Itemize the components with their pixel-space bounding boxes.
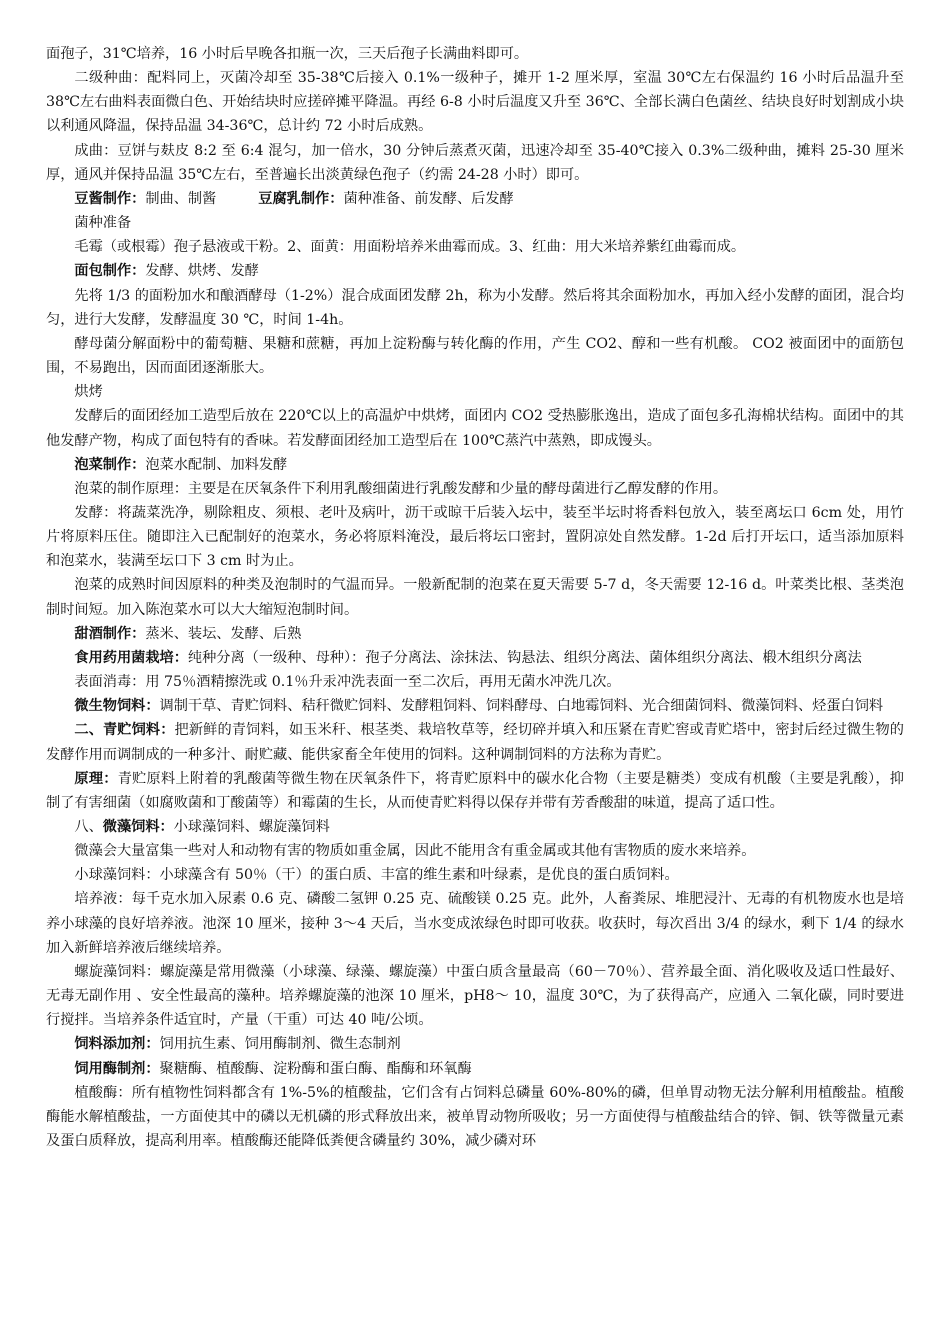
heading-text: 把新鲜的青饲料，如玉米秆、根茎类、栽培牧草等，经切碎并填入和压紧在青贮窖或青贮塔中，密封后经过微生物的发酵作用而调制成的一种多汁、耐贮藏、能供家畜全年使用的饲料。这种调制饲料的方法称为青贮。 <box>46 722 904 763</box>
paragraph-heading <box>46 622 904 646</box>
paragraph: 发酵：将蔬菜洗净，剔除粗皮、须根、老叶及病叶，沥干或晾干后装入坛中，装至半坛时将香料包放入，装至离坛口 6cm 处，用竹片将原料压住。随即注入已配制好的泡菜水，务必将原料淹没，最后将坛口密封，置阴凉处自然发酵。1-2d 后打开坛口，适当添加原料和泡菜水，装满至坛口下 3 cm 时为止。 <box>46 504 904 570</box>
heading-text: 蒸米、装坛、发酵、后熟 <box>145 625 302 642</box>
heading-text: 青贮原料上附着的乳酸菌等微生物在厌氧条件下，将青贮原料中的碳水化合物（主要是糖类）变成有机酸（主要是乳酸），抑制了有害细菌（如腐败菌和丁酸菌等）和霉菌的生长，从而使青贮料得以保存并带有芳香酸甜的味道，提高了适口性。 <box>46 770 904 811</box>
paragraph-heading <box>46 815 904 839</box>
heading-text: 菌种准备、前发酵、后发酵 <box>343 190 514 207</box>
heading-label: 豆腐乳制作： <box>258 190 344 207</box>
paragraph: 面孢子，31℃培养，16 小时后早晚各扣瓶一次，三天后孢子长满曲料即可。 <box>46 46 529 62</box>
paragraph-heading <box>46 718 904 766</box>
paragraph-heading <box>46 1032 904 1056</box>
heading-label: 二、青贮饲料： <box>74 722 175 739</box>
paragraph-heading <box>46 1057 904 1081</box>
paragraph: 培养液：每千克水加入尿素 0.6 克、磷酸二氢钾 0.25 克、硫酸镁 0.25 克。此外，人畜粪尿、堆肥浸汁、无毒的有机物废水也是培养小球藻的良好培养液。池深 10 厘米，接种 3～4 天后，当水变成浓绿色时即可收获。收获时，每次舀出 3/4 的绿水，剩下 1/4 的绿水加入新鲜培养液后继续培养。 <box>46 891 904 956</box>
heading-text: 泡菜水配制、加料发酵 <box>145 456 288 473</box>
heading-text: 纯种分离（一级种、母种）：孢子分离法、涂抹法、钩悬法、组织分离法、菌体组织分离法、椴木组织分离法 <box>187 649 862 666</box>
paragraph: 表面消毒：用 75％酒精擦洗或 0.1％升汞冲洗表面一至二次后，再用无菌水冲洗几次。 <box>74 674 621 691</box>
paragraph-heading <box>46 646 904 670</box>
heading-label: 甜酒制作： <box>74 625 146 642</box>
paragraph: 酵母菌分解面粉中的葡萄糖、果糖和蔗糖，再加上淀粉酶与转化酶的作用，产生 CO2、醇和一些有机酸。 CO2 被面团中的面筋包围，不易跑出，因而面团逐渐胀大。 <box>46 335 904 377</box>
heading-label: 豆酱制作： <box>74 190 146 207</box>
paragraph-heading <box>46 767 904 815</box>
heading-label: 饲用酶制剂： <box>74 1060 160 1077</box>
paragraph: 发酵后的面团经加工造型后放在 220℃以上的高温炉中烘烤，面团内 CO2 受热膨胀逸出，造成了面包多孔海棉状结构。面团中的其他发酵产物，构成了面包特有的香味。若发酵面团经加工造型后在 100℃蒸汽中蒸熟，即成馒头。 <box>46 408 904 449</box>
heading-text: 制曲、制酱 <box>145 190 217 207</box>
heading-text: 聚糖酶、植酸酶、淀粉酶和蛋白酶、酯酶和环氧酶 <box>159 1060 472 1077</box>
paragraph: 小球藻饲料：小球藻含有 50％（干）的蛋白质、丰富的维生素和叶绿素，是优良的蛋白质饲料。 <box>74 867 679 884</box>
paragraph: 螺旋藻饲料：螺旋藻是常用微藻（小球藻、绿藻、螺旋藻）中蛋白质含量最高（60－70％）、营养最全面、消化吸收及适口性最好、无毒无副作用 、安全性最高的藻种。培养螺旋藻的池深 10 厘米，pH8～ 10，温度 30℃，为了获得高产，应通入 二氧化碳，同时要进行搅拌。当培养条件适宜时，产量（干重）可达 40 吨/公顷。 <box>46 963 904 1029</box>
paragraph-heading <box>46 259 904 283</box>
paragraph: 毛霉（或根霉）孢子悬液或干粉。2、面黄：用面粉培养米曲霉而成。3、红曲：用大米培养紫红曲霉而成。 <box>74 239 746 256</box>
paragraph: 成曲：豆饼与麸皮 8:2 至 6:4 混匀，加一倍水，30 分钟后蒸煮灭菌，迅速冷却至 35-40℃接入 0.3%二级种曲，摊料 25-30 厘米厚，通风并保持品温 35℃左右，至普遍长出淡黄绿色孢子（约需 24-28 小时）即可。 <box>46 142 904 183</box>
heading-label: 原理： <box>74 770 118 787</box>
paragraph: 泡菜的制作原理：主要是在厌氧条件下利用乳酸细菌进行乳酸发酵和少量的酵母菌进行乙醇发酵的作用。 <box>74 480 728 497</box>
heading-label: 微生物饲料： <box>74 698 160 715</box>
heading-prefix: 八、 <box>74 819 103 835</box>
paragraph: 植酸酶：所有植物性饲料都含有 1%-5%的植酸盐，它们含有占饲料总磷量 60%-80%的磷，但单胃动物无法分解利用植酸盐。植酸酶能水解植酸盐，一方面使其中的磷以无机磷的形式释放出来，被单胃动物所吸收；另一方面使得与植酸盐结合的锌、铜、铁等微量元素及蛋白质释放，提高利用率。植酸酶还能降低粪便含磷量约 30%，减少磷对环 <box>46 1084 904 1150</box>
heading-text: 饲用抗生素、饲用酶制剂、微生态制剂 <box>159 1036 401 1053</box>
paragraph: 微藻会大量富集一些对人和动物有害的物质如重金属，因此不能用含有重金属或其他有害物质的废水来培养。 <box>74 843 756 860</box>
paragraph: 烘烤 <box>74 384 103 401</box>
heading-label: 饲料添加剂： <box>74 1036 160 1053</box>
heading-text: 小球藻饲料、螺旋藻饲料 <box>173 819 330 835</box>
heading-label: 面包制作： <box>74 263 146 280</box>
paragraph: 先将 1/3 的面粉加水和酿酒酵母（1-2%）混合成面团发酵 2h，称为小发酵。然后将其余面粉加水，再加入经小发酵的面团，混合均匀，进行大发酵，发酵温度 30 ℃，时间 1-4h。 <box>46 287 904 328</box>
paragraph-heading <box>46 453 904 477</box>
paragraph-heading <box>46 187 904 211</box>
paragraph: 泡菜的成熟时间因原料的种类及泡制时的气温而异。一般新配制的泡菜在夏天需要 5-7 d，冬天需要 12-16 d。叶菜类比根、茎类泡制时间短。加入陈泡菜水可以大大缩短泡制时间。 <box>46 577 904 618</box>
heading-label: 泡菜制作： <box>74 456 146 473</box>
paragraph-heading <box>46 694 904 718</box>
heading-label: 食用药用菌栽培： <box>74 649 188 666</box>
paragraph: 二级种曲：配料同上，灭菌冷却至 35-38℃后接入 0.1%一级种子，摊开 1-2 厘米厚，室温 30℃左右保温约 16 小时后品温升至 38℃左右曲料表面微白色、开始结块时应搓碎摊平降温。再经 6-8 小时后温度又升至 36℃、全部长满白色菌丝、结块良好时划割成小块以利通风降温，保持品温 34-36℃，总计约 72 小时后成熟。 <box>46 70 904 135</box>
heading-label: 微藻饲料： <box>102 819 174 835</box>
heading-text: 发酵、烘烤、发酵 <box>145 263 259 280</box>
paragraph: 菌种准备 <box>74 215 132 232</box>
heading-text: 调制干草、青贮饲料、秸秆微贮饲料、发酵粗饲料、饲料酵母、白地霉饲料、光合细菌饲料、微藻饲料、烃蛋白饲料 <box>159 698 884 715</box>
